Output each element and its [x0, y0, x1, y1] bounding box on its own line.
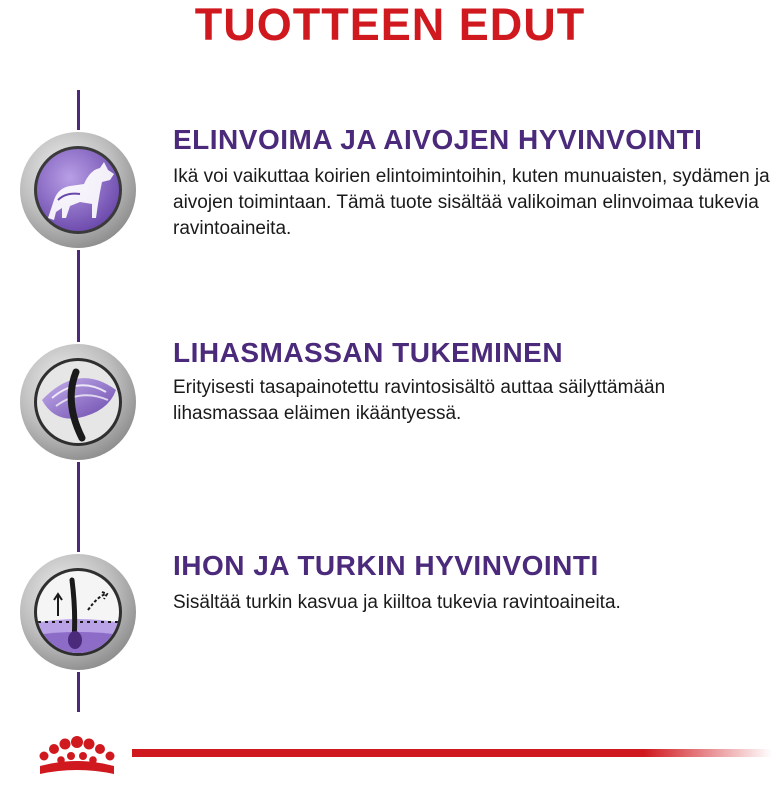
timeline-line — [77, 462, 80, 552]
dog-icon — [18, 130, 138, 250]
royal-canin-crown-logo — [32, 730, 122, 781]
benefit-text: Ikä voi vaikuttaa koirien elintoimintoihin, kuten munuaisten, sydämen ja aivojen toimintaan. Tämä tuote sisältää valikoiman elinvoimaa tukevia ravintoaineita. — [173, 166, 770, 239]
footer-divider — [132, 749, 772, 757]
benefit-text: Sisältää turkin kasvua ja kiiltoa tukevia ravintoaineita. — [173, 592, 621, 613]
page-title: TUOTTEEN EDUT — [194, 0, 586, 50]
benefit-heading: IHON JA TURKIN HYVINVOINTI — [173, 550, 599, 581]
timeline-line — [77, 90, 80, 130]
benefit-heading: ELINVOIMA JA AIVOJEN HYVINVOINTI — [173, 124, 703, 155]
benefit-heading: LIHASMASSAN TUKEMINEN — [173, 337, 564, 368]
timeline-line — [77, 250, 80, 342]
timeline-line — [77, 672, 80, 712]
muscle-icon — [18, 342, 138, 462]
benefit-text: Erityisesti tasapainotettu ravintosisältö auttaa säilyttämään lihasmassaa eläimen ikääntyessä. — [173, 377, 666, 424]
skin-coat-icon — [18, 552, 138, 672]
